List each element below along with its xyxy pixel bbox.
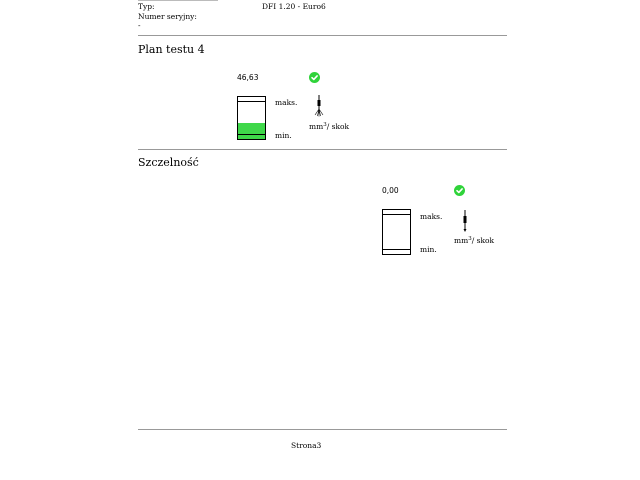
measured-value: 0,00 bbox=[382, 186, 399, 195]
level-gauge bbox=[237, 96, 266, 140]
measured-value: 46,63 bbox=[237, 73, 259, 82]
ok-check-icon bbox=[454, 185, 465, 196]
min-label: min. bbox=[275, 131, 292, 140]
max-label: maks. bbox=[420, 212, 443, 221]
gauge-min-line bbox=[383, 249, 410, 250]
gauge-max-line bbox=[383, 214, 410, 215]
divider bbox=[138, 35, 507, 36]
ok-check-icon bbox=[309, 72, 320, 83]
max-label: maks. bbox=[275, 98, 298, 107]
section-title: Plan testu 4 bbox=[138, 43, 205, 56]
type-value: DFI 1.20 - Euro6 bbox=[262, 2, 326, 11]
gauge-fill bbox=[238, 123, 265, 139]
footer-divider bbox=[138, 429, 507, 430]
level-gauge bbox=[382, 209, 411, 255]
unit-label: $mm^3/$ skok bbox=[454, 236, 495, 245]
injector-spray-icon bbox=[314, 95, 324, 117]
divider bbox=[138, 149, 507, 150]
serial-value: - bbox=[138, 21, 141, 30]
page-number: Strona3 bbox=[291, 441, 322, 450]
gauge-max-line bbox=[238, 101, 265, 102]
serial-label: Numer seryjny: bbox=[138, 12, 197, 21]
unit-label: $mm^3/$ skok bbox=[309, 122, 350, 131]
gauge-min-line bbox=[238, 134, 265, 135]
header-cut-border bbox=[138, 0, 218, 1]
section-title: Szczelność bbox=[138, 156, 199, 169]
min-label: min. bbox=[420, 245, 437, 254]
injector-closed-icon bbox=[460, 210, 470, 232]
type-label: Typ: bbox=[138, 2, 155, 11]
